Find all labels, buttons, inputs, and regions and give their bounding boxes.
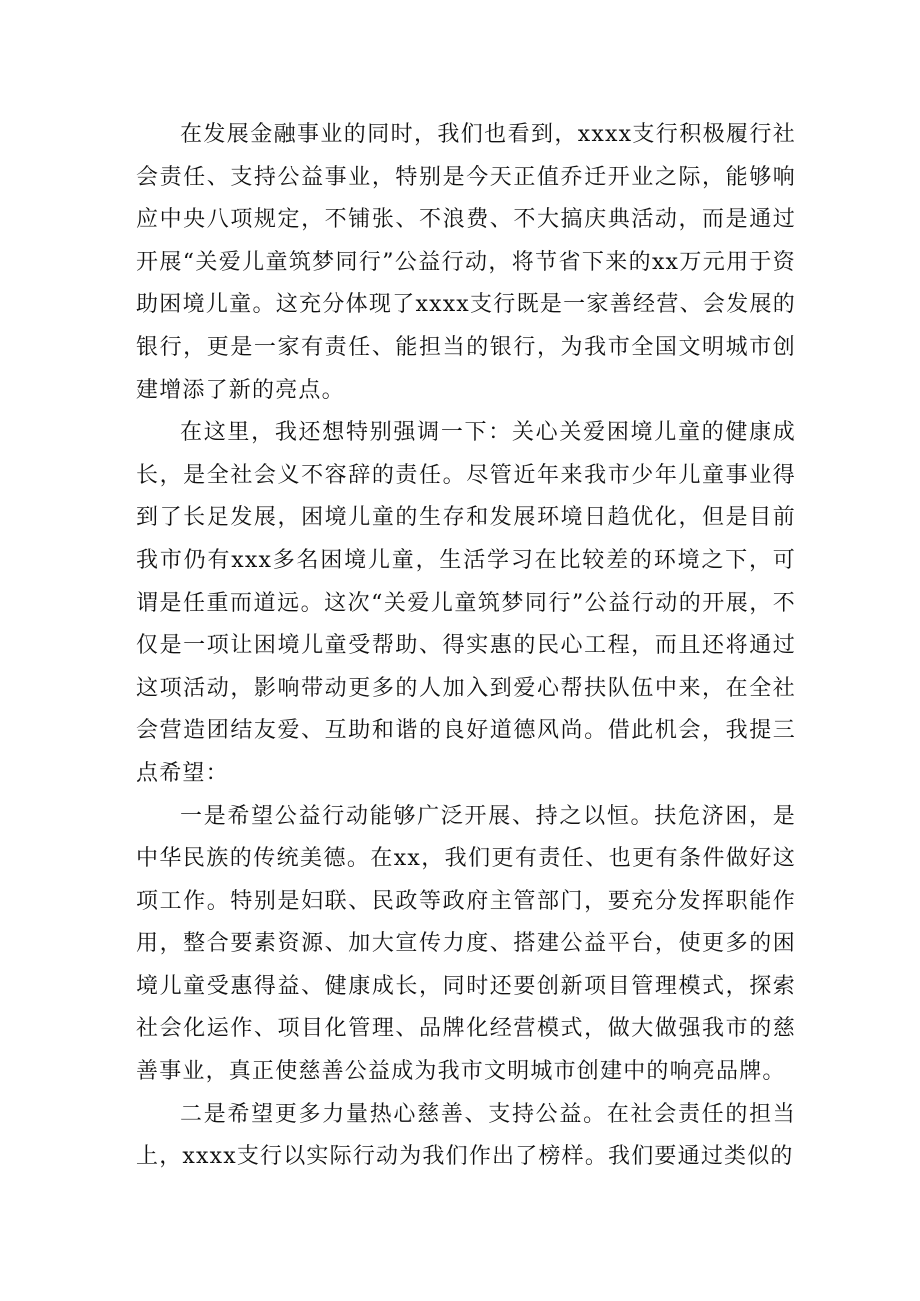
paragraph-children-care: 在这里，我还想特别强调一下：关心关爱困境儿童的健康成长，是全社会义不容辞的责任。尽管近年来我市少年儿童事业得到了长足发展，困境儿童的生存和发展环境日趋优化，但是目前我市仍有xxx多名困境儿童，生活学习在比较差的环境之下，可谓是任重而道远。这次“关爱儿童筑梦同行”公益行动的开展，不仅是一项让困境儿童受帮助、得实惠的民心工程，而且还将通过这项活动，影响带动更多的人加入到爱心帮扶队伍中来，在全社会营造团结友爱、互助和谐的良好道德风尚。借此机会，我提三点希望： — [136, 420, 796, 786]
paragraph-hope-one: 一是希望公益行动能够广泛开展、持之以恒。扶危济困，是中华民族的传统美德。在xx，我们更有责任、也更有条件做好这项工作。特别是妇联、民政等政府主管部门，要充分发挥职能作用，整合要素资源、加大宣传力度、搭建公益平台，使更多的困境儿童受惠得益、健康成长，同时还要创新项目管理模式，探索社会化运作、项目化管理、品牌化经营模式，做大做强我市的慈善事业，真正使慈善公益成为我市文明城市创建中的响亮品牌。 — [136, 803, 796, 1085]
paragraph-hope-two: 二是希望更多力量热心慈善、支持公益。在社会责任的担当上，xxxx支行以实际行动为我们作出了榜样。我们要通过类似的 — [136, 1101, 796, 1170]
document-body — [136, 114, 796, 1179]
paragraph-bank-responsibility: 在发展金融事业的同时，我们也看到，xxxx支行积极履行社会责任、支持公益事业，特别是今天正值乔迁开业之际，能够响应中央八项规定，不铺张、不浪费、不大搞庆典活动，而是通过开展“关爱儿童筑梦同行”公益行动，将节省下来的xx万元用于资助困境儿童。这充分体现了xxxx支行既是一家善经营、会发展的银行，更是一家有责任、能担当的银行，为我市全国文明城市创建增添了新的亮点。 — [136, 122, 796, 403]
